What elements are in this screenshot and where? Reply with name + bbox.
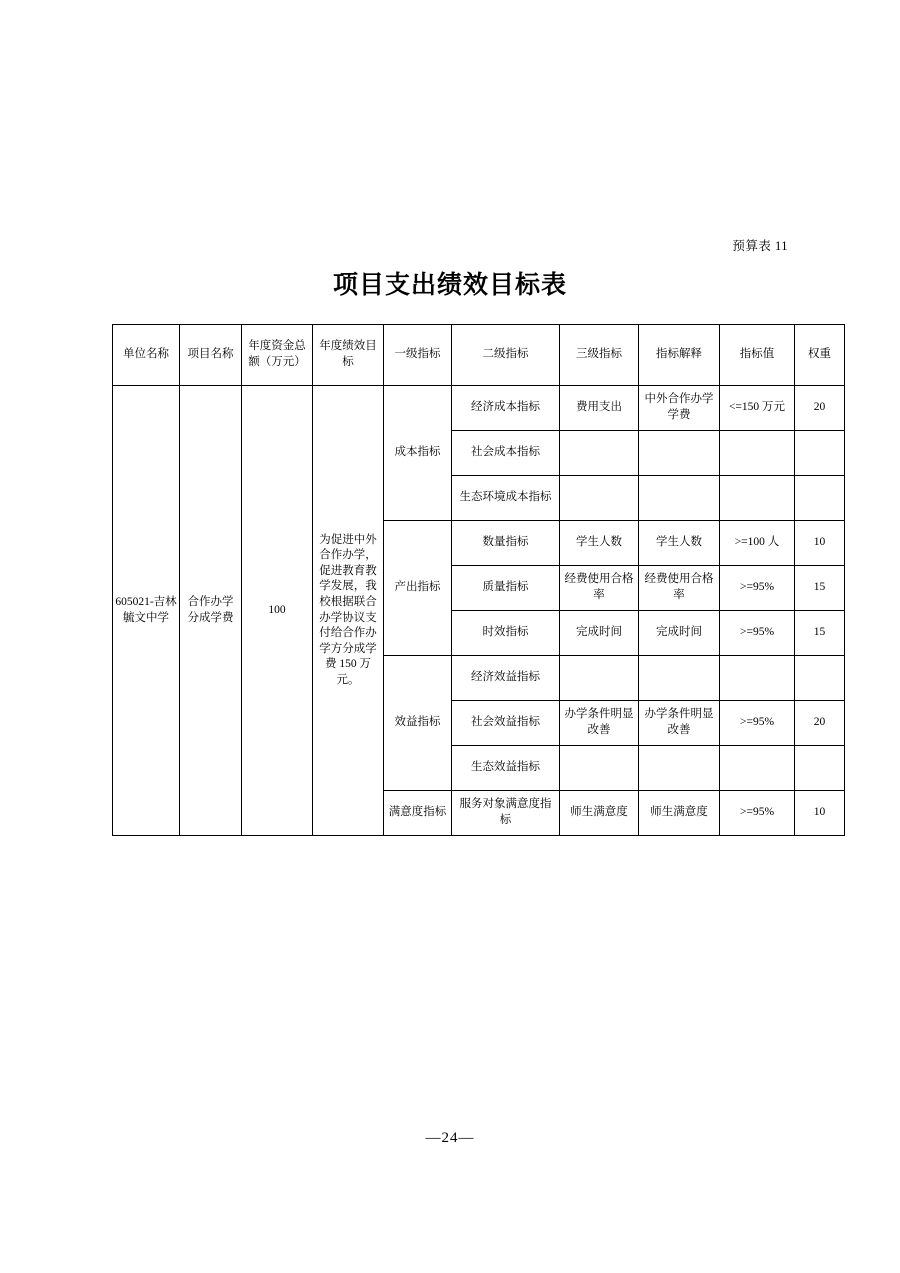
column-header-annual-amount: 年度资金总额（万元） bbox=[242, 325, 313, 386]
cell-level1-output: 产出指标 bbox=[384, 521, 452, 656]
cell-explanation: 完成时间 bbox=[639, 611, 720, 656]
column-header-project-name: 项目名称 bbox=[180, 325, 242, 386]
column-header-level2: 二级指标 bbox=[452, 325, 560, 386]
cell-explanation bbox=[639, 656, 720, 701]
cell-level2: 社会效益指标 bbox=[452, 701, 560, 746]
column-header-explanation: 指标解释 bbox=[639, 325, 720, 386]
cell-level3 bbox=[560, 656, 639, 701]
cell-level3: 学生人数 bbox=[560, 521, 639, 566]
cell-weight bbox=[795, 746, 845, 791]
cell-weight: 20 bbox=[795, 386, 845, 431]
cell-value bbox=[720, 476, 795, 521]
cell-value: >=95% bbox=[720, 566, 795, 611]
cell-level3 bbox=[560, 431, 639, 476]
cell-level3: 办学条件明显改善 bbox=[560, 701, 639, 746]
column-header-level3: 三级指标 bbox=[560, 325, 639, 386]
cell-weight: 15 bbox=[795, 611, 845, 656]
column-header-annual-goal: 年度绩效目标 bbox=[313, 325, 384, 386]
cell-weight: 10 bbox=[795, 521, 845, 566]
cell-explanation: 师生满意度 bbox=[639, 791, 720, 836]
cell-level2: 经济效益指标 bbox=[452, 656, 560, 701]
cell-level3: 费用支出 bbox=[560, 386, 639, 431]
cell-level2: 生态效益指标 bbox=[452, 746, 560, 791]
cell-level2: 服务对象满意度指标 bbox=[452, 791, 560, 836]
cell-level3 bbox=[560, 746, 639, 791]
cell-unit-name: 605021-吉林毓文中学 bbox=[113, 386, 180, 836]
column-header-weight: 权重 bbox=[795, 325, 845, 386]
table-header bbox=[113, 325, 845, 386]
cell-explanation: 中外合作办学学费 bbox=[639, 386, 720, 431]
cell-level1-cost: 成本指标 bbox=[384, 386, 452, 521]
cell-level2: 时效指标 bbox=[452, 611, 560, 656]
cell-weight bbox=[795, 656, 845, 701]
cell-value: >=95% bbox=[720, 791, 795, 836]
cell-value: >=95% bbox=[720, 611, 795, 656]
cell-explanation: 学生人数 bbox=[639, 521, 720, 566]
cell-value: <=150 万元 bbox=[720, 386, 795, 431]
cell-explanation bbox=[639, 431, 720, 476]
cell-value bbox=[720, 746, 795, 791]
cell-project-name: 合作办学分成学费 bbox=[180, 386, 242, 836]
table-header-row bbox=[113, 325, 845, 386]
page-number: —24— bbox=[425, 1130, 475, 1146]
column-header-value: 指标值 bbox=[720, 325, 795, 386]
cell-level3: 经费使用合格率 bbox=[560, 566, 639, 611]
cell-level3: 完成时间 bbox=[560, 611, 639, 656]
cell-value: >=95% bbox=[720, 701, 795, 746]
performance-goal-table bbox=[112, 324, 845, 836]
cell-level1-benefit: 效益指标 bbox=[384, 656, 452, 791]
cell-explanation: 办学条件明显改善 bbox=[639, 701, 720, 746]
cell-explanation: 经费使用合格率 bbox=[639, 566, 720, 611]
page-title: 项目支出绩效目标表 bbox=[332, 272, 567, 299]
cell-explanation bbox=[639, 746, 720, 791]
table-body bbox=[113, 386, 845, 836]
form-label: 预算表 11 bbox=[732, 239, 788, 253]
cell-level2: 社会成本指标 bbox=[452, 431, 560, 476]
cell-level3: 师生满意度 bbox=[560, 791, 639, 836]
cell-level1-satisfaction: 满意度指标 bbox=[384, 791, 452, 836]
cell-level2: 数量指标 bbox=[452, 521, 560, 566]
cell-level3 bbox=[560, 476, 639, 521]
cell-value bbox=[720, 656, 795, 701]
cell-weight: 20 bbox=[795, 701, 845, 746]
cell-explanation bbox=[639, 476, 720, 521]
cell-annual-goal: 为促进中外合作办学，促进教育教学发展，我校根据联合办学协议支付给合作办学方分成学费 150 万元。 bbox=[313, 386, 384, 836]
cell-level2: 经济成本指标 bbox=[452, 386, 560, 431]
cell-weight bbox=[795, 431, 845, 476]
cell-level2: 质量指标 bbox=[452, 566, 560, 611]
cell-annual-amount: 100 bbox=[242, 386, 313, 836]
cell-weight: 10 bbox=[795, 791, 845, 836]
cell-value bbox=[720, 431, 795, 476]
performance-table-container bbox=[112, 324, 831, 836]
cell-weight: 15 bbox=[795, 566, 845, 611]
cell-weight bbox=[795, 476, 845, 521]
cell-level2: 生态环境成本指标 bbox=[452, 476, 560, 521]
column-header-unit-name: 单位名称 bbox=[113, 325, 180, 386]
table-row bbox=[113, 386, 845, 431]
cell-value: >=100 人 bbox=[720, 521, 795, 566]
column-header-level1: 一级指标 bbox=[384, 325, 452, 386]
